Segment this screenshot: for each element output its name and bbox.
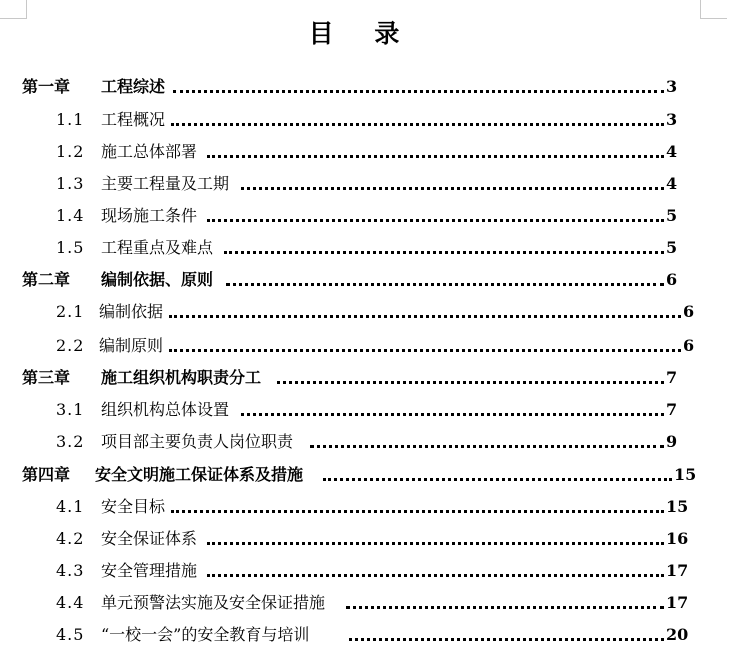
toc-leader-dots [207, 542, 664, 545]
toc-entry-chapter-1[interactable] [0, 72, 753, 102]
toc-entry-page: 6 [683, 302, 695, 321]
toc-entry-label: 施工组织机构职责分工 [101, 368, 262, 387]
toc-leader-dots [310, 445, 664, 448]
toc-leader-dots [277, 381, 664, 384]
toc-leader-dots [226, 283, 664, 286]
toc-entry-number: 2.2 [56, 336, 85, 355]
toc-entry-section-4-2[interactable] [0, 524, 753, 554]
toc-entry-section-2-2[interactable] [0, 331, 753, 361]
toc-entry-page: 6 [666, 270, 678, 289]
toc-entry-label: 单元预警法实施及安全保证措施 [101, 593, 326, 612]
toc-leader-dots [207, 155, 664, 158]
toc-entry-chapter-3[interactable] [0, 363, 753, 393]
toc-entry-page: 5 [666, 238, 678, 257]
toc-entry-section-4-1[interactable] [0, 492, 753, 522]
toc-entry-number: 第三章 [22, 368, 71, 387]
toc-entry-page: 5 [666, 206, 678, 225]
toc-leader-dots [323, 478, 672, 481]
toc-entry-section-1-5[interactable] [0, 233, 753, 263]
toc-entry-section-1-2[interactable] [0, 137, 753, 167]
toc-entry-label: 现场施工条件 [101, 206, 198, 225]
toc-leader-dots [207, 574, 664, 577]
toc-entry-number: 4.5 [56, 625, 85, 644]
toc-entry-label: 安全文明施工保证体系及措施 [95, 465, 304, 484]
toc-entry-number: 3.2 [56, 432, 85, 451]
toc-entry-number: 1.1 [56, 110, 85, 129]
toc-entry-page: 9 [666, 432, 678, 451]
toc-leader-dots [241, 187, 664, 190]
toc-entry-label: 安全保证体系 [101, 529, 198, 548]
toc-entry-section-4-3[interactable] [0, 556, 753, 586]
toc-entry-label: 组织机构总体设置 [101, 400, 230, 419]
toc-entry-label: “一校一会”的安全教育与培训 [101, 625, 310, 644]
toc-entry-label: 主要工程量及工期 [101, 174, 230, 193]
toc-entry-page: 15 [674, 465, 697, 484]
toc-entry-chapter-4[interactable] [0, 460, 753, 490]
toc-entry-number: 1.2 [56, 142, 85, 161]
toc-entry-page: 6 [683, 336, 695, 355]
toc-entry-page: 3 [666, 77, 678, 96]
toc-title: 目 录 [308, 19, 416, 48]
toc-entry-page: 4 [666, 142, 678, 161]
toc-entry-label: 编制依据、原则 [101, 270, 214, 289]
toc-entry-chapter-2[interactable] [0, 265, 753, 295]
toc-entry-number: 第四章 [22, 465, 71, 484]
toc-leader-dots [171, 510, 664, 513]
toc-entry-number: 2.1 [56, 302, 85, 321]
toc-leader-dots [241, 413, 664, 416]
toc-entry-section-1-4[interactable] [0, 201, 753, 231]
toc-entry-section-3-2[interactable] [0, 427, 753, 457]
toc-entry-page: 4 [666, 174, 678, 193]
toc-entry-number: 4.1 [56, 497, 85, 516]
toc-leader-dots [346, 606, 664, 609]
toc-entry-number: 3.1 [56, 400, 85, 419]
toc-leader-dots [171, 123, 664, 126]
toc-entry-label: 安全管理措施 [101, 561, 198, 580]
toc-entry-page: 7 [666, 368, 678, 387]
toc-entry-section-1-1[interactable] [0, 105, 753, 135]
toc-entry-number: 1.5 [56, 238, 85, 257]
toc-entry-label: 编制依据 [99, 302, 164, 321]
toc-leader-dots [224, 251, 664, 254]
toc-entry-page: 17 [666, 593, 689, 612]
toc-leader-dots [169, 349, 681, 352]
toc-entry-number: 第二章 [22, 270, 71, 289]
toc-entry-number: 4.4 [56, 593, 85, 612]
toc-entry-number: 第一章 [22, 77, 71, 96]
toc-entry-label: 编制原则 [99, 336, 164, 355]
toc-entry-section-4-5[interactable] [0, 620, 753, 650]
toc-entry-label: 项目部主要负责人岗位职责 [101, 432, 294, 451]
toc-entry-label: 安全目标 [101, 497, 166, 516]
toc-entry-page: 7 [666, 400, 678, 419]
toc-entry-section-4-4[interactable] [0, 588, 753, 618]
toc-entry-page: 17 [666, 561, 689, 580]
toc-leader-dots [169, 315, 681, 318]
toc-entry-page: 20 [666, 625, 689, 644]
toc-entry-page: 15 [666, 497, 689, 516]
toc-entry-page: 3 [666, 110, 678, 129]
toc-entry-label: 施工总体部署 [101, 142, 198, 161]
toc-entry-label: 工程重点及难点 [101, 238, 214, 257]
toc-entry-section-2-1[interactable] [0, 297, 753, 327]
toc-entry-section-1-3[interactable] [0, 169, 753, 199]
toc-leader-dots [349, 638, 664, 641]
toc-leader-dots [207, 219, 664, 222]
toc-entry-section-3-1[interactable] [0, 395, 753, 425]
toc-entry-number: 4.3 [56, 561, 85, 580]
toc-entry-number: 1.3 [56, 174, 85, 193]
toc-entry-label: 工程综述 [101, 77, 166, 96]
toc-entry-page: 16 [666, 529, 689, 548]
toc-entry-label: 工程概况 [101, 110, 166, 129]
toc-leader-dots [173, 90, 664, 93]
toc-entry-number: 4.2 [56, 529, 85, 548]
toc-entry-number: 1.4 [56, 206, 85, 225]
